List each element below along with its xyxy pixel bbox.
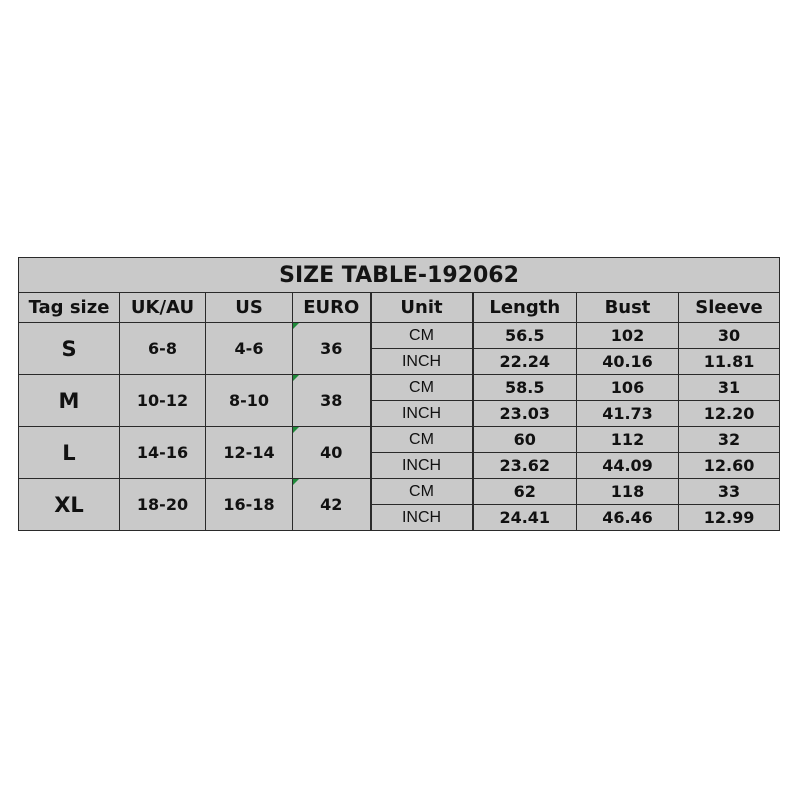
sleeve-cell: 30 — [679, 323, 780, 349]
length-cell: 62 — [473, 479, 577, 505]
length-cell: 56.5 — [473, 323, 577, 349]
sleeve-cell: 33 — [679, 479, 780, 505]
tag-size-cell: S — [19, 323, 120, 375]
sleeve-cell: 31 — [679, 375, 780, 401]
header-row — [19, 293, 780, 323]
unit-cell: INCH — [371, 401, 473, 427]
length-cell: 22.24 — [473, 349, 577, 375]
corner-marker-icon — [293, 427, 299, 433]
us-cell: 8-10 — [206, 375, 293, 427]
bust-cell: 44.09 — [577, 453, 679, 479]
header-unit: Unit — [371, 293, 473, 323]
length-cell: 23.62 — [473, 453, 577, 479]
euro-cell — [293, 375, 371, 427]
bust-cell: 106 — [577, 375, 679, 401]
corner-marker-icon — [293, 479, 299, 485]
header-us: US — [206, 293, 293, 323]
bust-cell: 46.46 — [577, 505, 679, 531]
header-bust: Bust — [577, 293, 679, 323]
tag-size-cell: XL — [19, 479, 120, 531]
length-cell: 24.41 — [473, 505, 577, 531]
length-cell: 23.03 — [473, 401, 577, 427]
sleeve-cell: 12.60 — [679, 453, 780, 479]
unit-cell: INCH — [371, 505, 473, 531]
uk-au-cell: 10-12 — [120, 375, 206, 427]
us-cell: 4-6 — [206, 323, 293, 375]
bust-cell: 102 — [577, 323, 679, 349]
euro-value: 42 — [320, 495, 343, 514]
uk-au-cell: 6-8 — [120, 323, 206, 375]
header-tag-size: Tag size — [19, 293, 120, 323]
table-row-m-cm — [19, 375, 780, 401]
sleeve-cell: 32 — [679, 427, 780, 453]
header-euro: EURO — [293, 293, 371, 323]
bust-cell: 41.73 — [577, 401, 679, 427]
bust-cell: 40.16 — [577, 349, 679, 375]
uk-au-cell: 14-16 — [120, 427, 206, 479]
table-row-xl-cm — [19, 479, 780, 505]
bust-cell: 112 — [577, 427, 679, 453]
unit-cell: CM — [371, 375, 473, 401]
euro-value: 36 — [320, 339, 343, 358]
us-cell: 16-18 — [206, 479, 293, 531]
length-cell: 60 — [473, 427, 577, 453]
size-table — [18, 257, 780, 531]
euro-value: 40 — [320, 443, 343, 462]
us-cell: 12-14 — [206, 427, 293, 479]
sleeve-cell: 12.20 — [679, 401, 780, 427]
length-cell: 58.5 — [473, 375, 577, 401]
euro-value: 38 — [320, 391, 343, 410]
unit-cell: CM — [371, 479, 473, 505]
tag-size-cell: L — [19, 427, 120, 479]
bust-cell: 118 — [577, 479, 679, 505]
euro-cell — [293, 479, 371, 531]
corner-marker-icon — [293, 375, 299, 381]
unit-cell: INCH — [371, 453, 473, 479]
header-length: Length — [473, 293, 577, 323]
table-title: SIZE TABLE-192062 — [19, 258, 780, 293]
unit-cell: CM — [371, 427, 473, 453]
uk-au-cell: 18-20 — [120, 479, 206, 531]
header-uk-au: UK/AU — [120, 293, 206, 323]
header-sleeve: Sleeve — [679, 293, 780, 323]
corner-marker-icon — [293, 323, 299, 329]
euro-cell — [293, 427, 371, 479]
sleeve-cell: 11.81 — [679, 349, 780, 375]
table-row-s-cm — [19, 323, 780, 349]
table-row-l-cm — [19, 427, 780, 453]
unit-cell: INCH — [371, 349, 473, 375]
sleeve-cell: 12.99 — [679, 505, 780, 531]
euro-cell — [293, 323, 371, 375]
unit-cell: CM — [371, 323, 473, 349]
tag-size-cell: M — [19, 375, 120, 427]
